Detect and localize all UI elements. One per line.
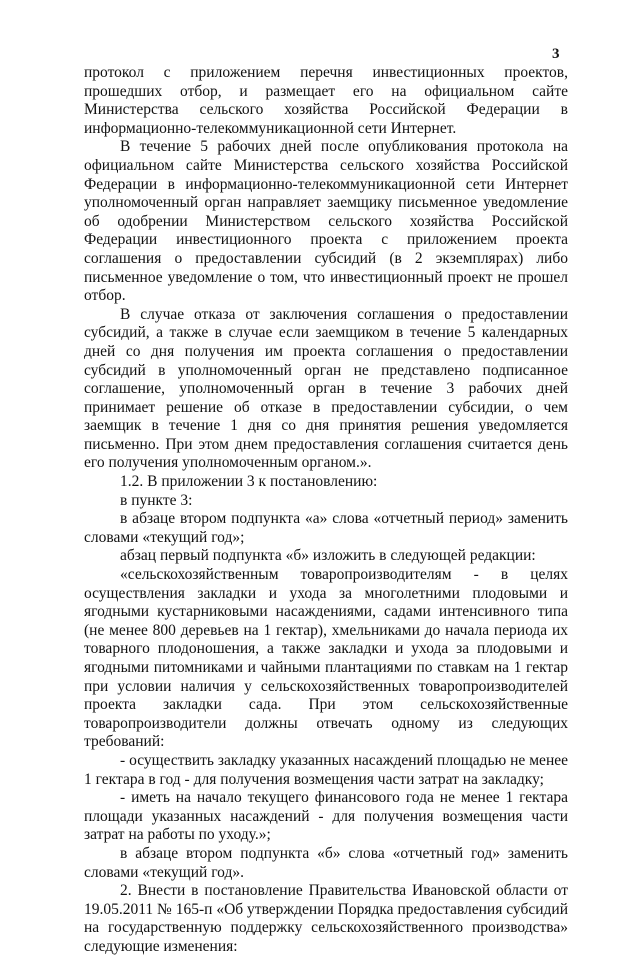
paragraph-4: 1.2. В приложении 3 к постановлению: — [120, 473, 378, 491]
paragraph-7: абзац первый подпункта «б» изложить в следующей редакции: — [120, 547, 536, 565]
page-number: 3 — [552, 46, 560, 62]
paragraph-12: 2. Внести в постановление Правительства Ивановской области от 19.05.2011 № 165-п «Об утверждении Порядка предоставления субсидий на государственную поддержку сельскохозяйственного производства» следующие изменения: — [84, 882, 568, 955]
paragraph-2: В течение 5 рабочих дней после опубликования протокола на официальном сайте Министерства сельского хозяйства Российской Федерации в информационно-телекоммуникационной сети Интернет уполномоченный орган направляет заемщику письменное уведомление об одобрении Министерством сельского хозяйства Российской Федерации инвестиционного проекта с приложением проекта соглашения о предоставлении субсидий (в 2 экземплярах) либо письменное уведомление о том, что инвестиционный проект не прошел отбор. — [84, 138, 568, 305]
paragraph-11: в абзаце втором подпункта «б» слова «отчетный год» заменить словами «текущий год». — [84, 844, 568, 881]
paragraph-9: - осуществить закладку указанных насаждений площадью не менее 1 гектара в год - для получения возмещения части затрат на закладку; — [84, 751, 568, 788]
paragraph-10: - иметь на начало текущего финансового года не менее 1 гектара площади указанных насаждений - для получения возмещения части затрат на работы по уходу.»; — [84, 789, 568, 844]
paragraph-1: протокол с приложением перечня инвестиционных проектов, прошедших отбор, и размещает его на официальном сайте Министерства сельского хозяйства Российской Федерации в информационно-телекоммуникационной сети Интернет. — [84, 64, 568, 137]
paragraph-6: в абзаце втором подпункта «а» слова «отчетный период» заменить словами «текущий год»; — [84, 510, 568, 546]
paragraph-8: «сельскохозяйственным товаропроизводителям - в целях осуществления закладки и ухода за многолетними плодовыми и ягодными кустарниковыми насаждениями, садами интенсивного типа (не менее 800 деревьев на 1 гектар), хмельниками до начала периода их товарного плодоношения, а также закладки и ухода за плодовыми и ягодными питомниками и чайными плантациями по ставкам на 1 гектар при условии наличия у сельскохозяйственных товаропроизводителей проекта закладки сада. При этом сельскохозяйственные товаропроизводители должны отвечать одному из следующих требований: — [84, 566, 568, 751]
document-body — [84, 64, 568, 957]
paragraph-5: в пункте 3: — [120, 491, 193, 509]
paragraph-3: В случае отказа от заключения соглашения о предоставлении субсидий, а также в случае если заемщиком в течение 5 календарных дней со дня получения им проекта соглашения о предоставлении субсидий в уполномоченный орган не представлено подписанное соглашение, уполномоченный орган в течение 3 рабочих дней принимает решение об отказе в предоставлении субсидии, о чем заемщик в течение 1 дня со дня принятия решения уведомляется письменно. При этом днем предоставления соглашения считается день его получения уполномоченным органом.». — [84, 305, 568, 472]
